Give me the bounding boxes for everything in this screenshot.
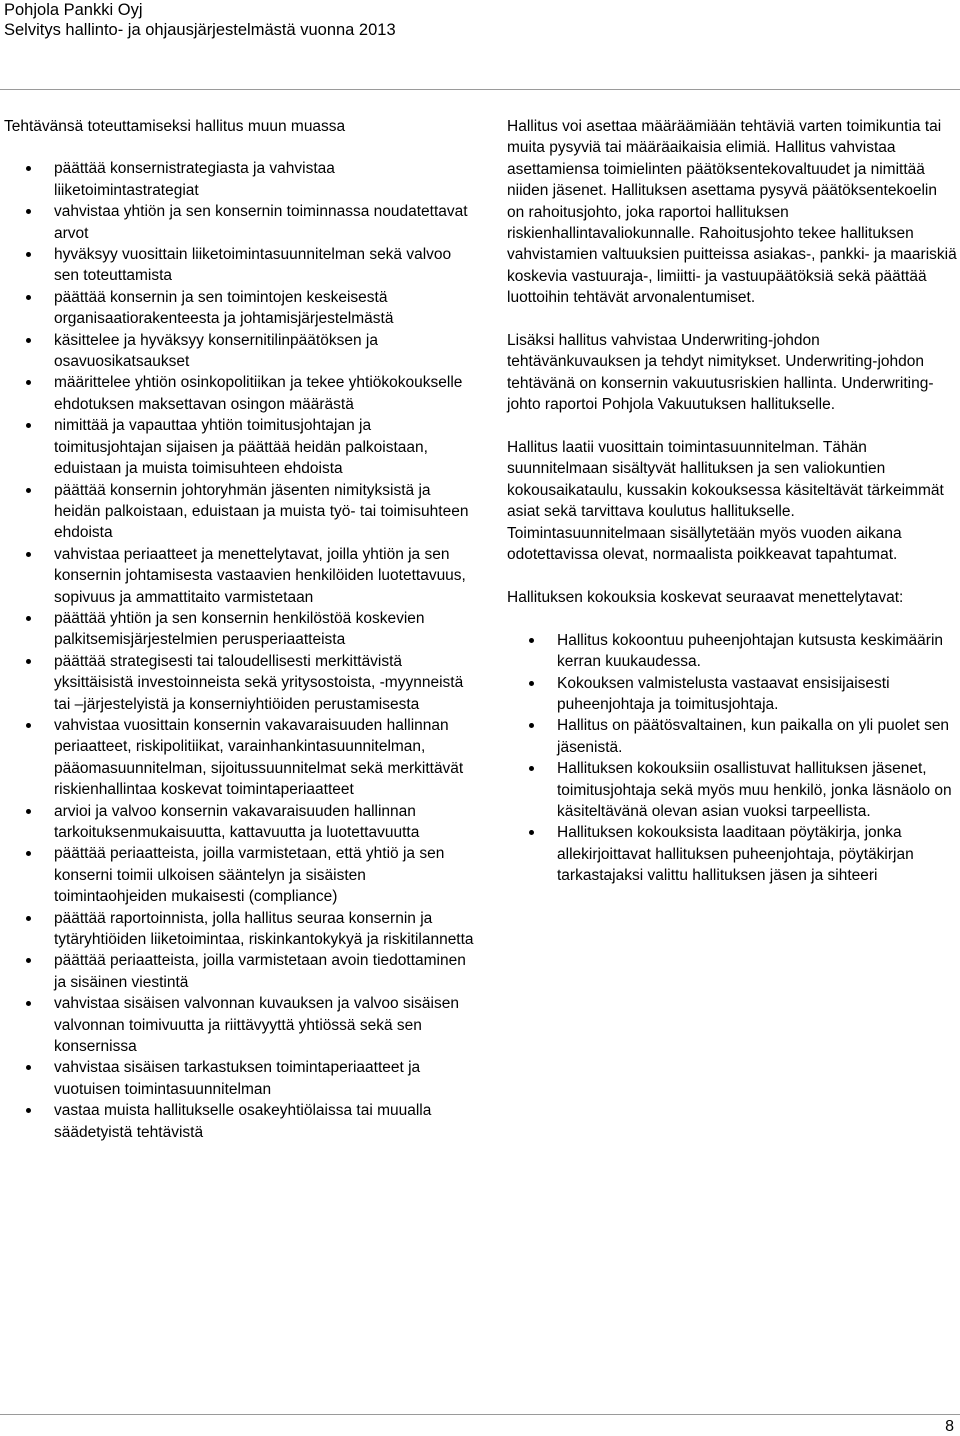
company-name: Pohjola Pankki Oyj	[4, 1, 143, 19]
bullet-icon	[26, 916, 31, 921]
paragraph-meeting-procedures: Hallituksen kokouksia koskevat seuraavat menettelytavat:	[507, 588, 904, 606]
bullet-icon	[529, 723, 534, 728]
list-item: päättää konsernin ja sen toimintojen keskeisestä organisaatiorakenteesta ja johtamisjärjestelmästä	[4, 287, 474, 330]
document-title: Selvitys hallinto- ja ohjausjärjestelmästä vuonna 2013	[4, 21, 396, 39]
list-item: arvioi ja valvoo konsernin vakavaraisuuden hallinnan tarkoituksenmukaisuutta, kattavuutta ja luotettavuutta	[4, 801, 474, 844]
list-item: vastaa muista hallitukselle osakeyhtiölaissa tai muualla säädetyistä tehtävistä	[4, 1100, 474, 1143]
list-item: vahvistaa yhtiön ja sen konsernin toiminnassa noudatettavat arvot	[4, 201, 474, 244]
bullet-icon	[26, 723, 31, 728]
paragraph-action-plan: Hallitus laatii vuosittain toimintasuunnitelman. Tähän suunnitelmaan sisältyvät hallituksen ja sen valiokuntien kokousaikataulu, kussakin kokouksessa käsiteltävät tärkeimmät asiat sekä tarvittava koulutus hallitukselle. Toimintasuunnitelmaan sisällytetään myös vuoden aikana odotettavissa olevat, normaalista poikkeavat tapahtumat.	[507, 439, 944, 564]
list-item: päättää yhtiön ja sen konsernin henkilöstöä koskevien palkitsemisjärjestelmien perusperiaatteista	[4, 608, 474, 651]
bullet-icon	[26, 423, 31, 428]
list-item: päättää konsernin johtoryhmän jäsenten nimityksistä ja heidän palkoistaan, eduistaan ja muista työ- tai toimisuhteen ehdoista	[4, 480, 474, 544]
right-column	[507, 116, 957, 887]
list-item: vahvistaa sisäisen valvonnan kuvauksen ja valvoo sisäisen valvonnan toimivuutta ja riittävyyttä yhtiössä sekä sen konsernissa	[4, 993, 474, 1057]
list-item: Hallitus kokoontuu puheenjohtajan kutsusta keskimäärin kerran kuukaudessa.	[507, 630, 957, 673]
list-item: päättää raportoinnista, jolla hallitus seuraa konsernin ja tytäryhtiöiden liiketoimintaa, riskinkantokykyä ja riskitilannetta	[4, 908, 474, 951]
board-duties-list	[4, 158, 474, 1143]
list-item: vahvistaa vuosittain konsernin vakavaraisuuden hallinnan periaatteet, riskipolitiikat, varainhankintasuunnitelman, pääomasuunnitelman, sijoitussuunnitelmat sekä merkittävät riskienhallintaa koskevat toimintaperiaatteet	[4, 715, 474, 801]
bullet-icon	[26, 252, 31, 257]
bullet-icon	[529, 766, 534, 771]
bullet-icon	[26, 166, 31, 171]
bullet-icon	[26, 616, 31, 621]
left-intro: Tehtävänsä toteuttamiseksi hallitus muun muassa	[4, 118, 346, 135]
bullet-icon	[529, 681, 534, 686]
bullet-icon	[26, 380, 31, 385]
bullet-icon	[26, 552, 31, 557]
bullet-icon	[26, 1108, 31, 1113]
list-item: vahvistaa sisäisen tarkastuksen toimintaperiaatteet ja vuotuisen toimintasuunnitelman	[4, 1057, 474, 1100]
bullet-icon	[26, 851, 31, 856]
bullet-icon	[26, 958, 31, 963]
bullet-icon	[26, 1001, 31, 1006]
list-item: määrittelee yhtiön osinkopolitiikan ja tekee yhtiökokoukselle ehdotuksen maksettavan osingon määrästä	[4, 372, 474, 415]
list-item: Hallitus on päätösvaltainen, kun paikalla on yli puolet sen jäsenistä.	[507, 715, 957, 758]
list-item: vahvistaa periaatteet ja menettelytavat, joilla yhtiön ja sen konsernin johtamisesta vastaavien henkilöiden luotettavuus, sopivuus ja ammattitaito varmistetaan	[4, 544, 474, 608]
bullet-icon	[26, 209, 31, 214]
list-item: päättää periaatteista, joilla varmistetaan, että yhtiö ja sen konserni toimii ulkoisen sääntelyn ja sisäisten toimintaohjeiden mukaisesti (compliance)	[4, 843, 474, 907]
bullet-icon	[529, 638, 534, 643]
left-column	[4, 116, 474, 1143]
list-item: käsittelee ja hyväksyy konsernitilinpäätöksen ja osavuosikatsaukset	[4, 330, 474, 373]
bullet-icon	[26, 338, 31, 343]
list-item: Hallituksen kokouksiin osallistuvat hallituksen jäsenet, toimitusjohtaja sekä myös muu henkilö, jonka läsnäolo on käsiteltävänä olevan asian vuoksi tarpeellista.	[507, 758, 957, 822]
list-item: päättää strategisesti tai taloudellisesti merkittävistä yksittäisistä investoinneista sekä yritysostoista, -myynneistä tai –järjestelyistä ja konserniyhtiöiden perustamisesta	[4, 651, 474, 715]
meeting-procedures-list	[507, 630, 957, 887]
list-item: nimittää ja vapauttaa yhtiön toimitusjohtajan ja toimitusjohtajan sijaisen ja päättää heidän palkoistaan, eduistaan ja muista toimisuhteen ehdoista	[4, 415, 474, 479]
list-item: Kokouksen valmistelusta vastaavat ensisijaisesti puheenjohtaja ja toimitusjohtaja.	[507, 673, 957, 716]
bullet-icon	[26, 1065, 31, 1070]
page-header	[4, 0, 954, 40]
paragraph-committees: Hallitus voi asettaa määräämiään tehtäviä varten toimikuntia tai muita pysyviä tai määräaikaisia elimiä. Hallitus vahvistaa asettamiensa toimielinten päätöksentekovaltuudet ja nimittää niiden jäsenet. Hallituksen asettama pysyvä päätöksentekoelin on rahoitusjohto, joka raportoi hallituksen riskienhallintavaliokunnalle. Rahoitusjohto tekee hallituksen vahvistamien valtuuksien puitteissa asiakas-, pankki- ja maariskiä koskevia vastuuraja-, limiitti- ja vastuupäätöksiä sekä päättää luottoihin tehtävät arvonalentumiset.	[507, 118, 957, 307]
footer-divider	[0, 1414, 960, 1415]
list-item: päättää konsernistrategiasta ja vahvistaa liiketoimintastrategiat	[4, 158, 474, 201]
list-item: päättää periaatteista, joilla varmistetaan avoin tiedottaminen ja sisäinen viestintä	[4, 950, 474, 993]
bullet-icon	[26, 295, 31, 300]
bullet-icon	[26, 809, 31, 814]
bullet-icon	[26, 659, 31, 664]
bullet-icon	[26, 488, 31, 493]
list-item: Hallituksen kokouksista laaditaan pöytäkirja, jonka allekirjoittavat hallituksen puheenjohtaja, pöytäkirjan tarkastajaksi valittu hallituksen jäsen ja sihteeri	[507, 822, 957, 886]
page-number: 8	[945, 1418, 954, 1435]
paragraph-underwriting: Lisäksi hallitus vahvistaa Underwriting-johdon tehtävänkuvauksen ja tehdyt nimitykset. Underwriting-johdon tehtävänä on konsernin vakuutusriskien hallinta. Underwriting-johto raportoi Pohjola Vakuutuksen hallitukselle.	[507, 332, 934, 414]
bullet-icon	[529, 830, 534, 835]
list-item: hyväksyy vuosittain liiketoimintasuunnitelman sekä valvoo sen toteuttamista	[4, 244, 474, 287]
header-divider	[0, 89, 960, 90]
